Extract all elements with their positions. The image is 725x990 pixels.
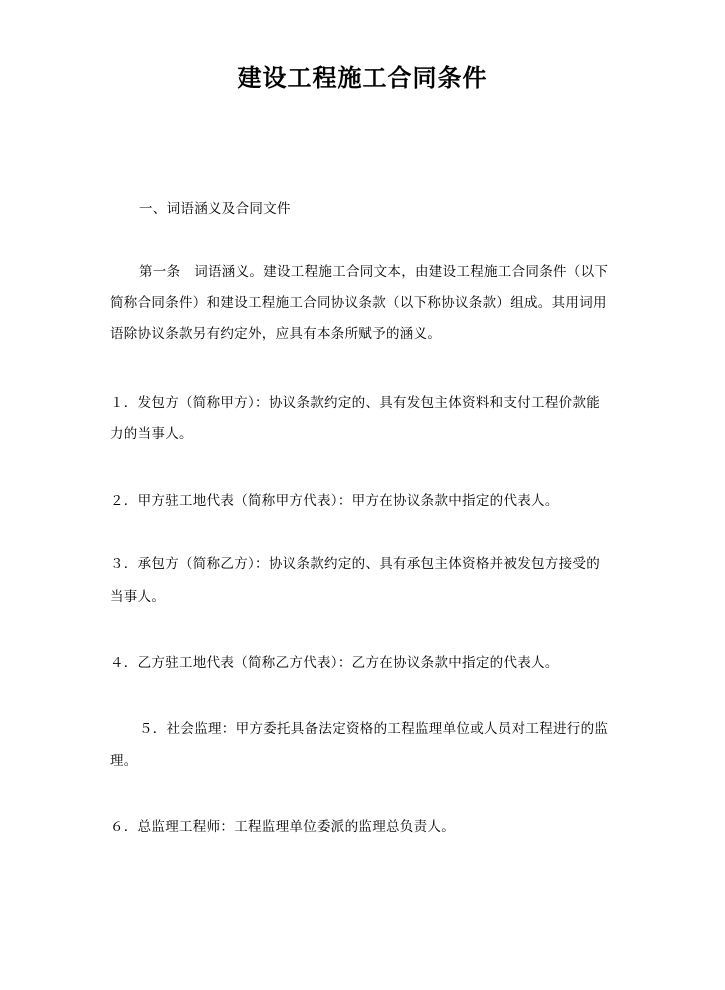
section-heading: 一、词语涵义及合同文件 xyxy=(139,201,291,217)
article-1-line-3: 语除协议条款另有约定外，应具有本条所赋予的涵义。 xyxy=(110,326,442,342)
item-5-line-2: 理。 xyxy=(110,753,138,769)
document-title: 建设工程施工合同条件 xyxy=(237,64,488,92)
item-1-line-2: 力的当事人。 xyxy=(110,426,193,442)
item-2-line-1: ２．甲方驻工地代表（简称甲方代表）：甲方在协议条款中指定的代表人。 xyxy=(110,493,559,509)
item-6-line-1: ６．总监理工程师：工程监理单位委派的监理总负责人。 xyxy=(110,819,455,835)
item-3-line-1: ３．承包方（简称乙方）：协议条款约定的、具有承包主体资格并被发包方接受的 xyxy=(110,556,601,572)
article-1-line-1: 第一条 词语涵义。建设工程施工合同文本，由建设工程施工合同条件（以下 xyxy=(139,264,609,280)
item-4-line-1: ４．乙方驻工地代表（简称乙方代表）：乙方在协议条款中指定的代表人。 xyxy=(110,655,559,671)
item-1-line-1: １．发包方（简称甲方）：协议条款约定的、具有发包主体资料和支付工程价款能 xyxy=(110,395,601,411)
item-3-line-2: 当事人。 xyxy=(110,589,166,605)
article-1-line-2: 简称合同条件）和建设工程施工合同协议条款（以下称协议条款）组成。其用词用 xyxy=(110,295,607,311)
item-5-line-1: ５．社会监理：甲方委托具备法定资格的工程监理单位或人员对工程进行的监 xyxy=(139,721,609,737)
